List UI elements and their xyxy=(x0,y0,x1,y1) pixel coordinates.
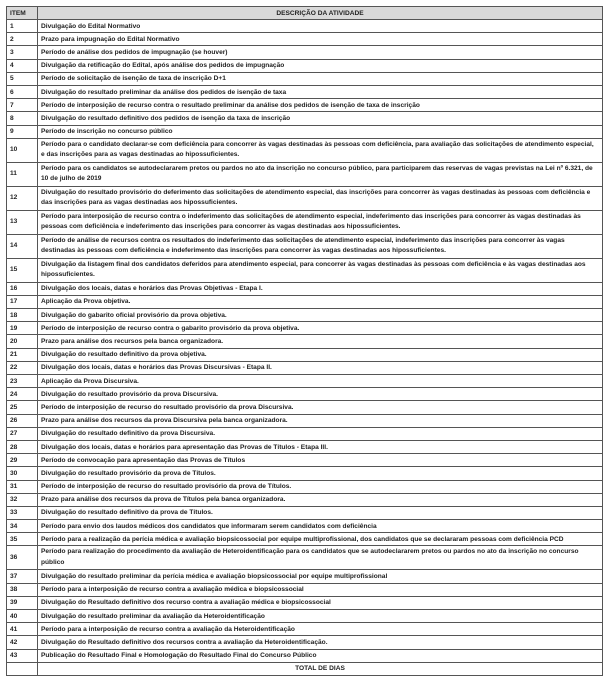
activity-description: Divulgação do resultado definitivo da prova de Títulos. xyxy=(38,506,603,519)
activity-description: Publicação do Resultado Final e Homologação do Resultado Final do Concurso Público xyxy=(38,649,603,662)
table-row xyxy=(7,46,603,59)
item-number: 36 xyxy=(7,546,38,570)
item-number: 34 xyxy=(7,520,38,533)
total-row xyxy=(7,662,603,675)
activity-description: Divulgação do resultado provisório da prova de Títulos. xyxy=(38,467,603,480)
item-number: 4 xyxy=(7,59,38,72)
item-number: 15 xyxy=(7,258,38,282)
item-number: 13 xyxy=(7,210,38,234)
item-number: 30 xyxy=(7,467,38,480)
activity-description: Divulgação dos locais, datas e horários das Provas Objetivas - Etapa I. xyxy=(38,282,603,295)
activity-description: Divulgação do resultado provisório do deferimento das solicitações de atendimento especial, das inscrições para concorrer às vagas destinadas às pessoas com deficiência e das inscrições para as vagas destinadas aos hipossuficientes. xyxy=(38,186,603,210)
table-row xyxy=(7,467,603,480)
item-number: 33 xyxy=(7,506,38,519)
table-row xyxy=(7,125,603,138)
table-row xyxy=(7,440,603,453)
item-number: 8 xyxy=(7,112,38,125)
table-row xyxy=(7,33,603,46)
activity-description: Divulgação do resultado preliminar da avaliação da Heteroidentificação xyxy=(38,610,603,623)
header-description: DESCRIÇÃO DA ATIVIDADE xyxy=(38,7,603,20)
item-number: 19 xyxy=(7,322,38,335)
item-number: 29 xyxy=(7,454,38,467)
activity-description: Aplicação da Prova Discursiva. xyxy=(38,375,603,388)
table-row xyxy=(7,99,603,112)
item-number: 37 xyxy=(7,570,38,583)
table-row xyxy=(7,649,603,662)
item-number: 17 xyxy=(7,295,38,308)
item-number: 3 xyxy=(7,46,38,59)
item-number: 43 xyxy=(7,649,38,662)
table-row xyxy=(7,162,603,186)
table-row xyxy=(7,493,603,506)
table-row xyxy=(7,506,603,519)
activity-description: Divulgação do gabarito oficial provisório da prova objetiva. xyxy=(38,309,603,322)
activity-description: Período de convocação para apresentação das Provas de Títulos xyxy=(38,454,603,467)
activity-description: Divulgação do resultado definitivo dos pedidos de isenção da taxa de inscrição xyxy=(38,112,603,125)
table-row xyxy=(7,583,603,596)
item-number: 2 xyxy=(7,33,38,46)
activity-description: Aplicação da Prova objetiva. xyxy=(38,295,603,308)
activity-description: Divulgação dos locais, datas e horários para apresentação das Provas de Títulos - Etapa III. xyxy=(38,440,603,453)
table-row xyxy=(7,348,603,361)
item-number: 25 xyxy=(7,401,38,414)
table-row xyxy=(7,414,603,427)
table-body xyxy=(7,20,603,663)
table-row xyxy=(7,520,603,533)
table-row xyxy=(7,59,603,72)
item-number: 14 xyxy=(7,234,38,258)
activity-description: Prazo para análise dos recursos da prova Discursiva pela banca organizadora. xyxy=(38,414,603,427)
table-row xyxy=(7,234,603,258)
table-row xyxy=(7,570,603,583)
activity-description: Período de interposição de recurso do resultado provisório da prova de Títulos. xyxy=(38,480,603,493)
table-row xyxy=(7,636,603,649)
item-number: 21 xyxy=(7,348,38,361)
activity-description: Período de interposição de recurso contra o resultado preliminar da análise dos pedidos de isenção de taxa de inscrição xyxy=(38,99,603,112)
table-row xyxy=(7,480,603,493)
activity-description: Divulgação do resultado preliminar da análise dos pedidos de isenção de taxa xyxy=(38,85,603,98)
activity-description: Divulgação dos locais, datas e horários das Provas Discursivas - Etapa II. xyxy=(38,361,603,374)
activity-description: Prazo para análise dos recursos da prova de Títulos pela banca organizadora. xyxy=(38,493,603,506)
table-row xyxy=(7,258,603,282)
item-number: 38 xyxy=(7,583,38,596)
table-row xyxy=(7,20,603,33)
item-number: 7 xyxy=(7,99,38,112)
item-number: 6 xyxy=(7,85,38,98)
activity-description: Prazo para impugnação do Edital Normativo xyxy=(38,33,603,46)
item-number: 23 xyxy=(7,375,38,388)
activity-description: Período de interposição de recurso contra o gabarito provisório da prova objetiva. xyxy=(38,322,603,335)
activity-description: Prazo para análise dos recursos pela banca organizadora. xyxy=(38,335,603,348)
table-row xyxy=(7,72,603,85)
item-number: 22 xyxy=(7,361,38,374)
activity-description: Divulgação do Edital Normativo xyxy=(38,20,603,33)
item-number: 5 xyxy=(7,72,38,85)
table-row xyxy=(7,375,603,388)
item-number: 27 xyxy=(7,427,38,440)
item-number: 40 xyxy=(7,610,38,623)
table-row xyxy=(7,186,603,210)
activity-description: Divulgação do resultado definitivo da prova Discursiva. xyxy=(38,427,603,440)
table-row xyxy=(7,295,603,308)
item-number: 18 xyxy=(7,309,38,322)
activity-description: Divulgação do Resultado definitivo dos recurso contra a avaliação médica e biopsicossocial xyxy=(38,596,603,609)
activity-description: Período para a interposição de recurso contra a avaliação médica e biopsicossocial xyxy=(38,583,603,596)
activity-description: Período para realização do procedimento da avaliação de Heteroidentificação para os candidatos que se autodeclararem pretos ou pardos no ato da inscrição no concurso público xyxy=(38,546,603,570)
table-row xyxy=(7,533,603,546)
table-row xyxy=(7,335,603,348)
header-item: ITEM xyxy=(7,7,38,20)
table-row xyxy=(7,427,603,440)
item-number: 32 xyxy=(7,493,38,506)
activity-description: Período para a interposição de recurso contra a avaliação da Heteroidentificação xyxy=(38,623,603,636)
item-number: 24 xyxy=(7,388,38,401)
table-row xyxy=(7,112,603,125)
activity-description: Divulgação da retificação do Edital, após análise dos pedidos de impugnação xyxy=(38,59,603,72)
activity-description: Divulgação da listagem final dos candidatos deferidos para atendimento especial, para concorrer às vagas destinadas às pessoas com deficiência e às vagas destinadas aos hipossuficientes. xyxy=(38,258,603,282)
table-row xyxy=(7,454,603,467)
item-number: 39 xyxy=(7,596,38,609)
table-row xyxy=(7,596,603,609)
table-row xyxy=(7,361,603,374)
item-number: 35 xyxy=(7,533,38,546)
item-number: 42 xyxy=(7,636,38,649)
table-row xyxy=(7,388,603,401)
item-number: 12 xyxy=(7,186,38,210)
table-row xyxy=(7,610,603,623)
item-number: 10 xyxy=(7,138,38,162)
item-number: 16 xyxy=(7,282,38,295)
activity-description: Divulgação do resultado provisório da prova Discursiva. xyxy=(38,388,603,401)
item-number: 31 xyxy=(7,480,38,493)
total-label: TOTAL DE DIAS xyxy=(38,662,603,675)
table-row xyxy=(7,282,603,295)
item-number: 1 xyxy=(7,20,38,33)
table-row xyxy=(7,85,603,98)
item-number: 28 xyxy=(7,440,38,453)
activity-description: Período de solicitação de isenção de taxa de inscrição D+1 xyxy=(38,72,603,85)
activity-description: Período para interposição de recurso contra o indeferimento das solicitações de atendimento especial, indeferimento das inscrições para concorrer às vagas destinadas às pessoas com deficiência e indeferimento das inscrições para concorrer às vagas destinadas aos hipossuficientes. xyxy=(38,210,603,234)
activity-description: Período de análise dos pedidos de impugnação (se houver) xyxy=(38,46,603,59)
activity-description: Divulgação do resultado definitivo da prova objetiva. xyxy=(38,348,603,361)
activity-description: Período para os candidatos se autodeclararem pretos ou pardos no ato da inscrição no concurso público, para participarem das reservas de vagas previstas na Lei nº 6.321, de 10 de julho de 2019 xyxy=(38,162,603,186)
item-number: 20 xyxy=(7,335,38,348)
table-header-row xyxy=(7,7,603,20)
activity-description: Período para o candidato declarar-se com deficiência para concorrer às vagas destinadas às pessoas com deficiência, para avaliação das solicitações de atendimento especial, e das inscrições para as vagas destinadas ao hipossuficientes. xyxy=(38,138,603,162)
table-row xyxy=(7,322,603,335)
table-row xyxy=(7,401,603,414)
table-row xyxy=(7,309,603,322)
table-row xyxy=(7,623,603,636)
item-number: 41 xyxy=(7,623,38,636)
schedule-table xyxy=(6,6,603,676)
item-number: 11 xyxy=(7,162,38,186)
total-item-cell xyxy=(7,662,38,675)
activity-description: Divulgação do resultado preliminar da perícia médica e avaliação biopsicossocial por equipe multiprofissional xyxy=(38,570,603,583)
activity-description: Período para a realização da perícia médica e avaliação biopsicossocial por equipe multiprofissional, dos candidatos que se declararam pessoas com deficiência PCD xyxy=(38,533,603,546)
table-row xyxy=(7,546,603,570)
item-number: 9 xyxy=(7,125,38,138)
activity-description: Período de inscrição no concurso público xyxy=(38,125,603,138)
item-number: 26 xyxy=(7,414,38,427)
activity-description: Período de interposição de recurso do resultado provisório da prova Discursiva. xyxy=(38,401,603,414)
table-row xyxy=(7,138,603,162)
table-row xyxy=(7,210,603,234)
activity-description: Período de análise de recursos contra os resultados do indeferimento das solicitações de atendimento especial, indeferimento das inscrições para concorrer às vagas destinadas às pessoas com deficiência e indeferimento das inscrições para concorrer às vagas destinadas aos hipossuficientes. xyxy=(38,234,603,258)
activity-description: Período para envio dos laudos médicos dos candidatos que informaram serem candidatos com deficiência xyxy=(38,520,603,533)
activity-description: Divulgação do Resultado definitivo dos recursos contra a avaliação da Heteroidentificação. xyxy=(38,636,603,649)
